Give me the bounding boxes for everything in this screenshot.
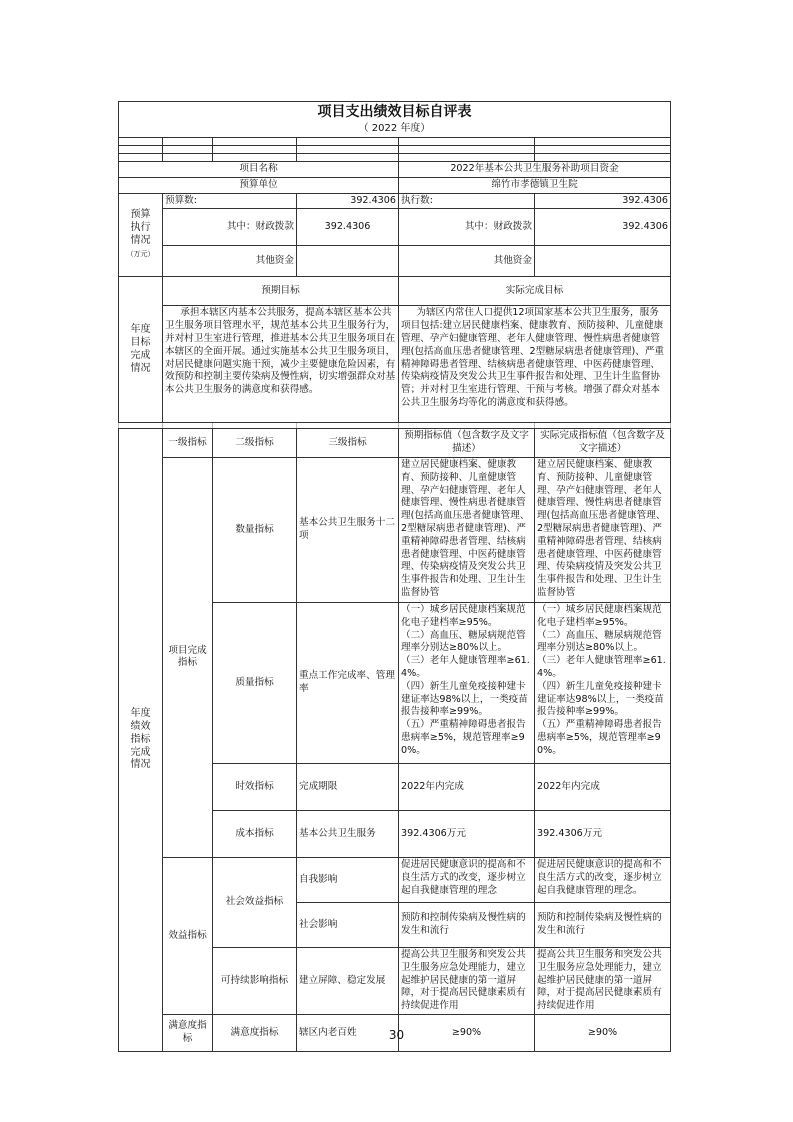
row-actual: 建立居民健康档案、健康教育、预防接种、儿童健康管理、孕产妇健康管理、老年人健康管理、慢性病患者健康管理(包括高血压患者健康管理、2型糖尿病患者健康管理)、严重精神障碍患者管理、结核病患者健康管理、中医药健康管理、传染病疫情及突发公共卫生事件报告和处理、卫生计生监督协管 xyxy=(535,457,671,602)
actual-goal-header: 实际完成目标 xyxy=(399,277,671,306)
row-level2: 社会效益指标 xyxy=(213,857,297,947)
page-number: 30 xyxy=(388,1028,405,1042)
other-funds-value xyxy=(297,246,399,277)
row-level3: 重点工作完成率、管理率 xyxy=(297,602,399,763)
row-actual: 预防和控制传染病及慢性病的发生和流行 xyxy=(535,902,671,947)
row-level2: 可持续影响指标 xyxy=(213,947,297,1014)
exec-other-funds-label: 其他资金 xyxy=(399,246,535,277)
project-name-label: 项目名称 xyxy=(119,162,399,178)
header-level1: 一级指标 xyxy=(163,429,213,458)
group-effect: 效益指标 xyxy=(163,857,213,1014)
exec-fiscal-label: 其中：财政拨款 xyxy=(399,209,535,246)
header-level3: 三级指标 xyxy=(297,429,399,458)
budget-section-label xyxy=(119,193,163,277)
row-expected: 2022年内完成 xyxy=(399,763,535,810)
unit-label: 预算单位 xyxy=(119,177,399,193)
goals-section-title: 年度目标完成情况 xyxy=(130,324,151,374)
row-expected: 促进居民健康意识的提高和不良生活方式的改变，逐步树立起自我健康管理的理念 xyxy=(399,857,535,902)
row-level2: 成本指标 xyxy=(213,810,297,857)
other-funds-label: 其他资金 xyxy=(163,246,297,277)
actual-goal-text: 为辖区内常住人口提供12项国家基本公共卫生服务，服务项目包括:建立居民健康档案、健康教育、预防接种、儿童健康管理、孕产妇健康管理、老年人健康管理、慢性病患者健康管理(包括高血压患者健康管理、2型糖尿病患者健康管理)、严重精神障碍患者管理、结核病患者健康管理、中医药健康管理、传染病疫情及突发公共卫生事件报告和处理、卫生计生监督协管；并对村卫生室进行管理、干预与考核。增强了群众对基本公共卫生服务均等化的满意度和获得感。 xyxy=(399,306,671,423)
row-expected: 提高公共卫生服务和突发公共卫生服务应急处理能力，建立起维护居民健康的第一道屏障，对于提高居民健康素质有持续促进作用 xyxy=(399,947,535,1014)
row-actual: 2022年内完成 xyxy=(535,763,671,810)
row-expected: ≥90% xyxy=(399,1014,535,1051)
row-expected: （一）城乡居民健康档案规范化电子建档率≥95%。 （二）高血压、糖尿病规范管理率分别达≥80%以上。 （三）老年人健康管理率≥61.4%。 （四）新生儿童免疫接种建卡建证率达98%以上，一类疫苗报告接种率≥99%。 （五）严重精神障碍患者报告患病率≥5%，规范管理率≥90%。 xyxy=(399,602,535,763)
performance-table-sheet xyxy=(118,101,670,1052)
fiscal-label: 其中：财政拨款 xyxy=(163,209,297,246)
row-level2: 满意度指标 xyxy=(213,1014,297,1051)
unit-value: 绵竹市孝德镇卫生院 xyxy=(399,177,671,193)
group-completion: 项目完成指标 xyxy=(163,457,213,857)
row-level3: 建立屏障、稳定发展 xyxy=(297,947,399,1014)
row-level2: 时效指标 xyxy=(213,763,297,810)
budget-value: 392.4306 xyxy=(297,193,399,209)
row-level2: 数量指标 xyxy=(213,457,297,602)
row-level3: 社会影响 xyxy=(297,902,399,947)
row-level2: 质量指标 xyxy=(213,602,297,763)
row-actual: ≥90% xyxy=(535,1014,671,1051)
header-level2: 二级指标 xyxy=(213,429,297,458)
exec-other-funds-value xyxy=(535,246,671,277)
expected-goal-text: 承担本辖区内基本公共服务，提高本辖区基本公共卫生服务项目管理水平，规范基本公共卫生服务行为，并对村卫生室进行管理，推进基本公共卫生服务项目在本辖区的全面开展。通过实施基本公共卫生服务项目，对居民健康问题实施干预，减少主要健康危险因素，有效预防和控制主要传染病及慢性病，切实增强群众对基本公共卫生服务的满意度和获得感。 xyxy=(163,306,399,423)
page-title: 项目支出绩效目标自评表 xyxy=(119,102,671,123)
row-expected: 建立居民健康档案、健康教育、预防接种、儿童健康管理、孕产妇健康管理、老年人健康管理、慢性病患者健康管理(包括高血压患者健康管理、2型糖尿病患者健康管理)、严重精神障碍患者管理、结核病患者健康管理、中医药健康管理、传染病疫情及突发公共卫生事件报告和处理、卫生计生监督协管 xyxy=(399,457,535,602)
header-expected: 预期指标值（包含数字及文字描述） xyxy=(399,429,535,458)
exec-label: 执行数: xyxy=(399,193,535,209)
expected-goal-header: 预期目标 xyxy=(163,277,399,306)
row-expected: 392.4306万元 xyxy=(399,810,535,857)
row-level3: 基本公共卫生服务十二项 xyxy=(297,457,399,602)
row-expected: 预防和控制传染病及慢性病的发生和流行 xyxy=(399,902,535,947)
row-actual: 392.4306万元 xyxy=(535,810,671,857)
goals-section-label xyxy=(119,277,163,423)
row-level3: 辖区内老百姓 xyxy=(297,1014,399,1051)
project-name-value: 2022年基本公共卫生服务补助项目资金 xyxy=(399,162,671,178)
row-actual: 促进居民健康意识的提高和不良生活方式的改变，逐步树立起自我健康管理的理念。 xyxy=(535,857,671,902)
fiscal-value: 392.4306 xyxy=(297,209,399,246)
budget-unit-note: （万元） xyxy=(126,249,155,258)
budget-section-title: 预算执行情况 xyxy=(130,209,151,246)
exec-value: 392.4306 xyxy=(535,193,671,209)
row-level3: 完成期限 xyxy=(297,763,399,810)
indicators-section-title: 年度绩效指标完成情况 xyxy=(130,708,151,771)
row-level3: 自我影响 xyxy=(297,857,399,902)
indicators-section-label xyxy=(119,429,163,1052)
report-year: （ 2022 年度） xyxy=(119,122,671,138)
row-actual: 提高公共卫生服务和突发公共卫生服务应急处理能力，建立起维护居民健康的第一道屏障，对于提高居民健康素质有持续促进作用 xyxy=(535,947,671,1014)
exec-fiscal-value: 392.4306 xyxy=(535,209,671,246)
budget-label: 预算数: xyxy=(163,193,297,209)
row-actual: （一）城乡居民健康档案规范化电子建档率≥95%。 （二）高血压、糖尿病规范管理率分别达≥80%以上。 （三）老年人健康管理率≥61.4%。 （四）新生儿童免疫接种建卡建证率达98%以上，一类疫苗报告接种率≥99%。 （五）严重精神障碍患者报告患病率≥5%，规范管理率≥90%。 xyxy=(535,602,671,763)
row-level3: 基本公共卫生服务 xyxy=(297,810,399,857)
header-actual: 实际完成指标值（包含数字及文字描述） xyxy=(535,429,671,458)
performance-table xyxy=(118,101,671,1052)
group-satisfaction: 满意度指标 xyxy=(163,1014,213,1051)
